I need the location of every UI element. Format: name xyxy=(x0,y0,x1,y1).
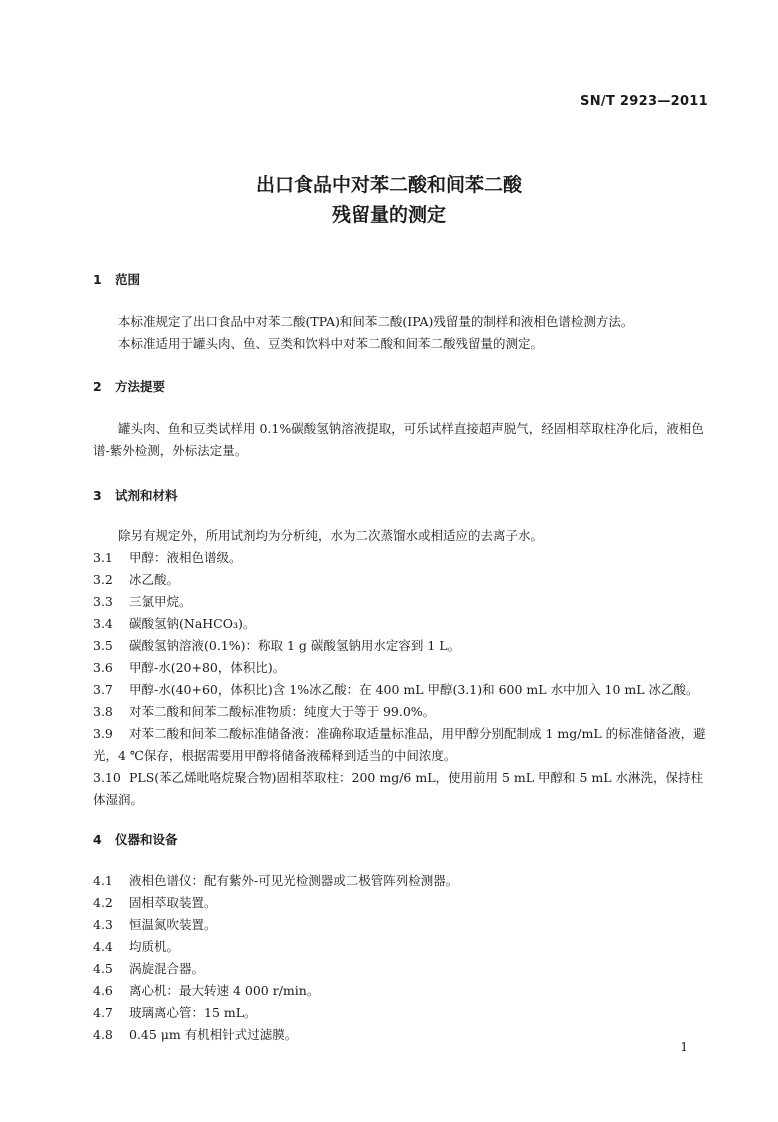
item-number: 4.7 xyxy=(93,1005,113,1020)
item-text: 离心机：最大转速 4 000 r/min。 xyxy=(129,983,320,998)
title-line-2: 残留量的测定 xyxy=(331,204,446,226)
section-heading-reagents xyxy=(93,486,178,504)
list-item xyxy=(93,870,708,892)
list-item xyxy=(93,569,708,591)
item-number: 3.10 xyxy=(93,770,121,785)
item-text: 对苯二酸和间苯二酸标准物质：纯度大于等于 99.0%。 xyxy=(129,704,436,719)
paragraph: 本标准适用于罐头肉、鱼、豆类和饮料中对苯二酸和间苯二酸残留量的测定。 xyxy=(118,336,544,351)
list-item xyxy=(93,936,708,958)
list-item xyxy=(93,635,708,657)
item-text: 液相色谱仪：配有紫外-可见光检测器或二极管阵列检测器。 xyxy=(129,873,459,888)
standard-number: SN/T 2923—2011 xyxy=(580,94,708,109)
list-item xyxy=(93,892,708,914)
section-title: 仪器和设备 xyxy=(115,832,178,847)
section-number: 1 xyxy=(93,272,102,287)
section-heading-apparatus xyxy=(93,830,178,848)
item-number: 4.1 xyxy=(93,873,113,888)
section-title: 方法提要 xyxy=(115,379,166,394)
item-number: 4.8 xyxy=(93,1027,113,1042)
item-number: 4.3 xyxy=(93,917,113,932)
item-text: 均质机。 xyxy=(129,939,180,954)
page-number: 1 xyxy=(680,1040,688,1054)
section-number: 3 xyxy=(93,488,102,503)
list-item xyxy=(93,701,708,723)
list-item xyxy=(93,547,708,569)
list-item xyxy=(93,657,708,679)
paragraph: 本标准规定了出口食品中对苯二酸(TPA)和间苯二酸(IPA)残留量的制样和液相色谱检测方法。 xyxy=(118,314,634,329)
item-number: 3.6 xyxy=(93,660,113,675)
list-item xyxy=(93,914,708,936)
item-number: 4.2 xyxy=(93,895,113,910)
list-item xyxy=(93,767,708,811)
title-line-1: 出口食品中对苯二酸和间苯二酸 xyxy=(255,174,522,196)
item-text: 固相萃取装置。 xyxy=(129,895,217,910)
item-number: 3.1 xyxy=(93,550,113,565)
item-text: 碳酸氢钠溶液(0.1%)：称取 1 g 碳酸氢钠用水定容到 1 L。 xyxy=(129,638,461,653)
item-number: 3.8 xyxy=(93,704,113,719)
paragraph: 罐头肉、鱼和豆类试样用 0.1%碳酸氢钠溶液提取，可乐试样直接超声脱气，经固相萃取柱净化后，液相色谱-紫外检测，外标法定量。 xyxy=(93,421,704,458)
list-item xyxy=(93,1002,708,1024)
list-item xyxy=(93,958,708,980)
item-number: 4.5 xyxy=(93,961,113,976)
list-item xyxy=(93,591,708,613)
item-text: 甲醇：液相色谱级。 xyxy=(129,550,242,565)
list-item xyxy=(93,679,708,701)
item-text: 碳酸氢钠(NaHCO₃)。 xyxy=(129,616,256,631)
list-item xyxy=(93,613,708,635)
item-text: 三氯甲烷。 xyxy=(129,594,192,609)
document-title xyxy=(0,170,778,230)
item-text: 甲醇-水(20+80，体积比)。 xyxy=(129,660,286,675)
item-text: 涡旋混合器。 xyxy=(129,961,205,976)
paragraph: 除另有规定外，所用试剂均为分析纯，水为二次蒸馏水或相适应的去离子水。 xyxy=(118,528,544,543)
list-item xyxy=(93,980,708,1002)
item-number: 4.4 xyxy=(93,939,113,954)
item-number: 4.6 xyxy=(93,983,113,998)
item-number: 3.7 xyxy=(93,682,113,697)
item-number: 3.3 xyxy=(93,594,113,609)
item-text: PLS(苯乙烯吡咯烷聚合物)固相萃取柱：200 mg/6 mL，使用前用 5 mL 甲醇和 5 mL 水淋洗，保持柱体湿润。 xyxy=(93,770,704,807)
item-text: 玻璃离心管：15 mL。 xyxy=(129,1005,257,1020)
item-text: 甲醇-水(40+60，体积比)含 1%冰乙酸：在 400 mL 甲醇(3.1)和 600 mL 水中加入 10 mL 冰乙酸。 xyxy=(129,682,699,697)
item-number: 3.9 xyxy=(93,726,113,741)
section-number: 2 xyxy=(93,379,102,394)
section-heading-scope xyxy=(93,270,140,288)
section-title: 试剂和材料 xyxy=(115,488,178,503)
item-number: 3.2 xyxy=(93,572,113,587)
list-item xyxy=(93,1024,708,1046)
item-text: 0.45 μm 有机相针式过滤膜。 xyxy=(129,1027,298,1042)
item-text: 恒温氮吹装置。 xyxy=(129,917,217,932)
item-number: 3.4 xyxy=(93,616,113,631)
item-text: 冰乙酸。 xyxy=(129,572,180,587)
list-item xyxy=(93,723,708,767)
section-title: 范围 xyxy=(115,272,141,287)
section-number: 4 xyxy=(93,832,102,847)
section-heading-method-summary xyxy=(93,377,165,395)
item-number: 3.5 xyxy=(93,638,113,653)
item-text: 对苯二酸和间苯二酸标准储备液：准确称取适量标准品，用甲醇分别配制成 1 mg/mL 的标准储备液，避光，4 ℃保存，根据需要用甲醇将储备液稀释到适当的中间浓度。 xyxy=(93,726,706,763)
